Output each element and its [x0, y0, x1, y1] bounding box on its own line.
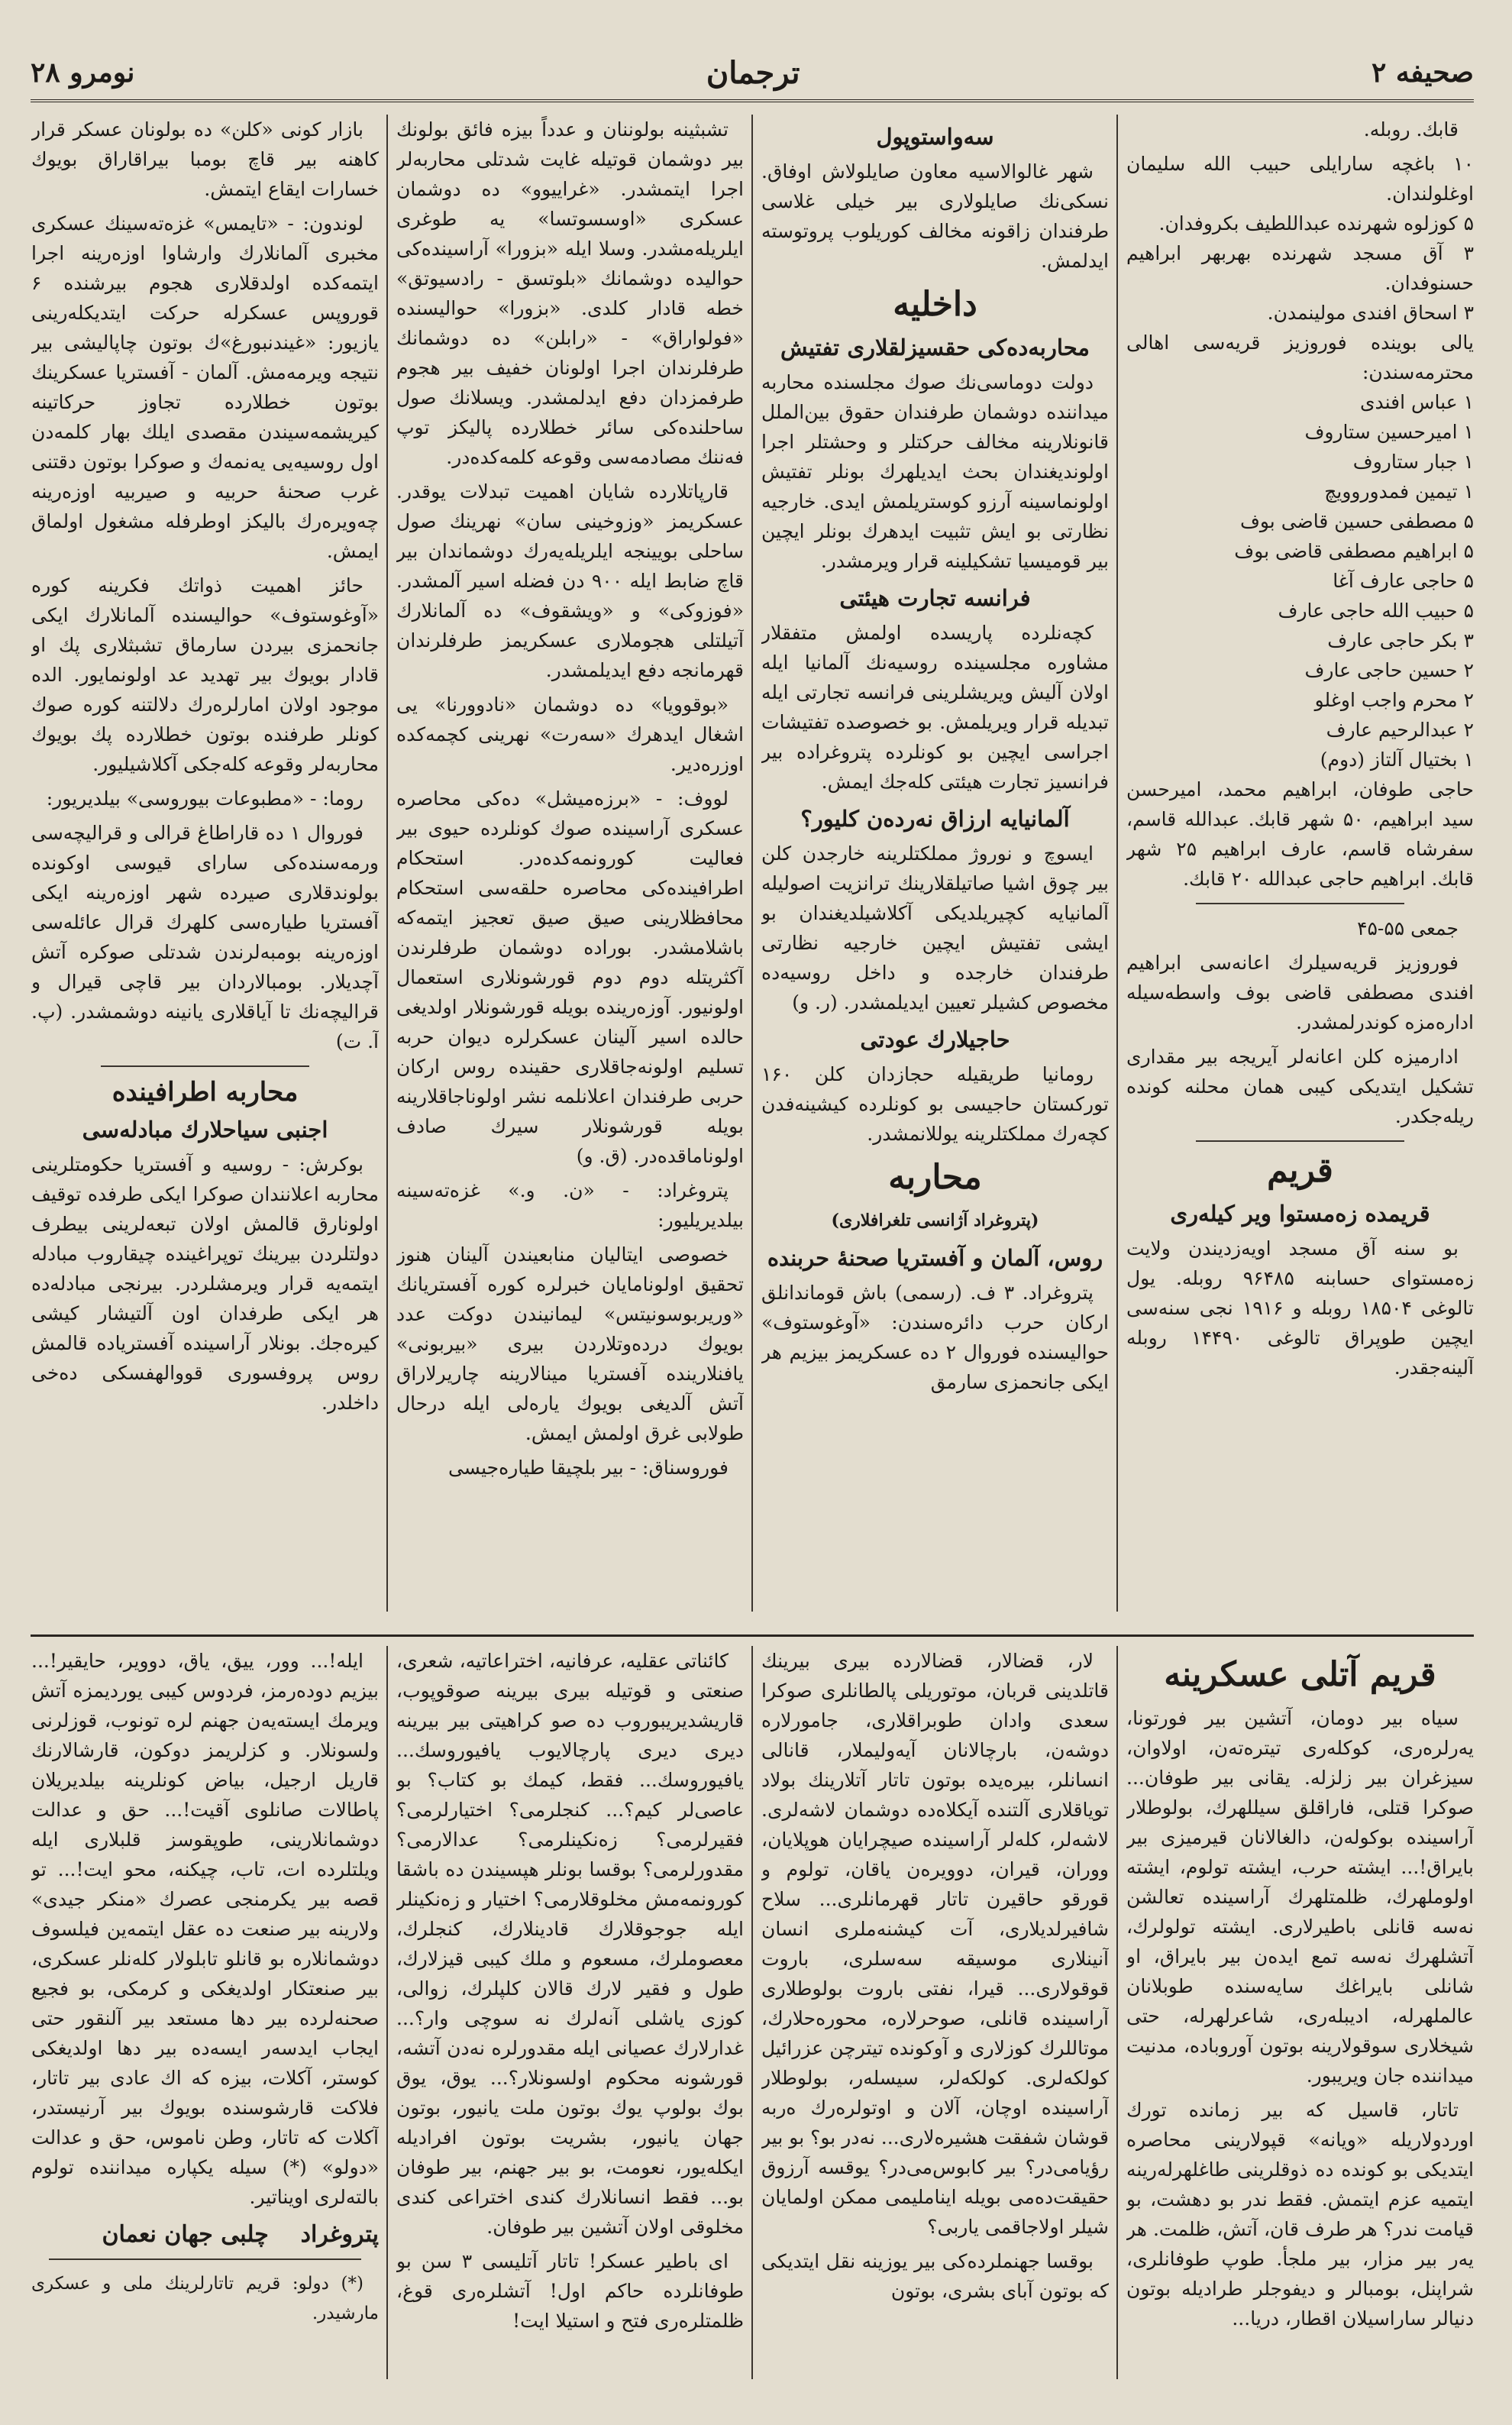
paragraph: لار، قضالار، قضالارده بیری بیرینك قاتلدینی قربان، موتوریلی پالطانلری صوكرا سعدی وادان طوبراقلاری، جامورلاره دوشه‌ن، بارچالانان آیه‌ولیملار، قانالی انسانلر، بیره‌یده بوتون تاتار آتلارینك بولاد تویاقلاری آلتنده آیكلاه‌ده دوشمان لاشه‌لری. لاشه‌لر، كله‌لر آراسینده صیچرایان هوپلایان، ووران، قیران، دوویره‌ن یاقان، تولوم و قورقو حاقیرن تاتار قهرمانلری... سلاح شافیرلدیلاری، آت كیشنه‌ملری انسان آنینلاری موسیقه سه‌سلری، باروت قوقولاری... قیرا، نفتی باروت بولوطلاری آراسینده قانلی، صوحرلاره، محوره‌حلارك، موتاللرك كوزلاری و آوكونده تیترچن عزرائیل كولكه‌لری. كولكه‌لر، سیسله‌ر، بولوطلار آراسینده اوچان، آلان و اوتولره‌رك ه‌ربه قوشان شفقت هشیره‌لاری... نه‌در بو؟ بو بیر رؤیامی‌در؟ بیر كابوس‌می‌در؟ یوقسه آرزوق حقیقت‌ده‌می بویله ایناملیمی ممكن اولمایان شیلر اولاجاقمی یاربی؟: [761, 1650, 1109, 2238]
list-intro: قابك. روبله.: [1363, 118, 1459, 141]
list-item: حاجی طوفان، ابراهیم محمد، امیرحسن سید ابراهیم، ۵۰ شهر قابك. عبدالله قاسم، سفرشاه قاسم، عارف ابراهیم ۲۵ شهر قابك. ابراهیم حاجی عبدالله ۲۰ قابك.: [1126, 778, 1474, 890]
paragraph: ایسوچ و نوروژ مملكتلرینه خارجدن كلن بیر چوق اشیا صاتیلقلارینك ترانزیت اصولیله آلمانیایه كچیریلدیكی آكلاشیلدیغندان بو ایشی تفتیش ایچین خارجیه نظارتی طرفندان خارجده و داخل روسیه‌ده مخصوص كشیلر تعیین ایدیلمشدر. (ر. و): [761, 842, 1109, 1014]
paragraph: لوندون: - «تایمس» غزه‌ته‌سینك عسكری مخبری آلمانلارك وارشاوا اوزه‌رینه اجرا ایتمه‌كده اولدقلاری هجوم بیرشنده ۶ قوروپس عسكرله حركت ایتدیكله‌رینی یازیور: «غیندنبورغ»ك بوتون چاپالیشی بیر نتیجه ویرمه‌مش. آلمان - آفستریا عسكرینك بوتون خطلارده تجاوز حركاتینه كیریشمه‌سیندن مقصدی ایلك بهار كلمه‌دن اول روسیه‌یی یه‌نمه‌ك و صوكرا بوتون دقتنی غرب صحنهٔ حربیه و صیربیه اوزه‌رینه چه‌ویره‌رك بالیكز اوطرفله مشغول اولماق ایمش.: [31, 212, 379, 562]
column-3: [396, 115, 744, 1612]
column-4: [31, 115, 379, 1612]
paragraph: بازار كونی «كلن» ده بولونان عسكر قرار كاهنه بیر قاچ بومبا بیراقاراق بویوك خسارات ایقاع ایتمش.: [31, 118, 379, 200]
paragraph: بوكرش: - روسیه و آفستریا حكومتلرینی محاربه اعلانندان صوكرا ایكی طرفده توقیف اولونارق قالمش اولان تبعه‌لرینی بیطرف دولتلردن بیرینك توپراغینده چیقاروب مبادله ایتمه‌یه قرار ویرمشلردر. بیرنجی مبادله‌ده هر ایكی طرفدان اون آلتیشار كیشی كیره‌جك. بونلار آراسینده آفستریاده قالمش روس پروفسوری قووالهفسكی ده‌خی داخلدر.: [31, 1153, 379, 1414]
column-rule: [386, 1646, 388, 2379]
feature-column-4: [31, 1646, 379, 2379]
feature-column-2: [761, 1646, 1109, 2379]
list-item: ۵ مصطفی حسین قاضی بوف: [1239, 510, 1474, 532]
paragraph: ایله!... وور، ییق، یاق، دوویر، حایقیر!... بیزیم دوده‌رمز، فردوس كیبی یوردیمزه آتش ویرمك ایسته‌یه‌ن جهنم لره تونوب، قوزلرنی ولسونلار. و كزلریمز دوكون، قارشالارنك قاریل ارجیل، بیاض كونلرینه بیلدیریلان پاطالات صانلوی آقیت!... حق و عدالت دوشمانلارینی، طوپقوسز قلبلاری ایله ویلتلرده ات، تاب، چیكنه، محو ایت!... تو قصه بیر یكرمنجی عصرك «منكر جیدی» ولارینه بیر صنعت ده عقل ایتمه‌ین فیلسوف دوشمانلاره بو قانلو تابلولار كله‌نلر عسكری، بیر صنعتكار اولدیغكی و كرمكی، بو فجیع صحنه‌لرده بیر دها مستعد بیر آلنقور حتی ایجاب ایدسه‌ر ایسه‌ده بیر دها اولدیغكی كوستر، آكلات، بیزه كه اك عادی بیر تاتار، فلاكت قارشوسنده بویوك بیر آرنیستدر، آكلات كه تاتار، وطن ناموس، حق و عدالت «دولو» (*) سیله یكپاره میداننده تولوم بالته‌لری اویناتیر.: [31, 1650, 379, 2208]
list-item: ۳ آق مسجد شهرنده بهربهر ابراهیم حسنوفدان.: [1126, 242, 1474, 294]
paragraph: تاتار، قاسیل كه بیر زمانده تورك اوردولاریله «ویانه» قپولارینی محاصره ایتدیكی بو كونده ده ذوقلرینی طاغلهرله‌رینه ایتمیه عزم ایتمش. فقط ندر بو دهشت، بو قیامت ندر؟ هر طرف قان، آتش، ظلمت. هر یه‌ر بیر مزار، بیر ملجأ. طوپ طوفانلری، شراپنل، بومبالر و دیفوجلر طرادیله بوتون دنیالر ساراسیلان اقطار، دریا...: [1126, 2099, 1474, 2330]
footnote: (*) دولو: قریم تاتارلرینك ملی و عسكری مارشیدر.: [31, 2274, 379, 2323]
feature-column-3: [396, 1646, 744, 2379]
signature-place: پتروغراد: [300, 2221, 379, 2248]
paragraph: خصوصی ایتالیان منابعیندن آلینان هنوز تحقیق اولونامایان خبرلره كوره آفستریانك «وریربوسونیتس» لیمانیندن دوكت عدد بویوك درده‌وتلاردن بیری «بیربونی» یافنلارینده آفستریا مینالارینه چاریرلاراق آتش آلدیغی بویوك یاره‌لی ایله درحال طولابی غرق اولمش ایمش.: [396, 1243, 744, 1444]
section-subtitle: محاربه‌ده‌كی حقسیزلقلاری تفتیش: [780, 335, 1090, 361]
list-item: ۱ امیرحسین ستاروف: [1304, 421, 1474, 443]
paragraph: قارپاتلارده شایان اهمیت تبدلات یوقدر. عسكریمز «وزوخینی سان» نهرینك صول ساحلی بویینجه ایلریله‌یه‌رك دوشماندان بیر قاچ ضابط ایله ۹۰۰ دن فضله اسیر آلمشدر. «فوزوكی» و «ویشقوف» ده آلمانلارك آتیلتلی هجوملاری عسكریمز طرفلرندان قهرمانجه دفع ایدیلمشدر.: [396, 480, 744, 681]
agency-note: (پتروغراد آژانسی تلغرافلاری): [831, 1211, 1039, 1230]
feature-column-1: [1126, 1646, 1474, 2379]
paragraph: پتروغراد: - «ن. و.» غزه‌ته‌سینه بیلدیریلیور:: [396, 1179, 744, 1231]
list-item: ۱ جبار ستاروف: [1352, 451, 1474, 473]
list-item: ۱ بختیال آلتاز (دوم): [1320, 749, 1474, 771]
section-subtitle: قریمده زه‌مستوا ویر كیله‌ری: [1170, 1201, 1430, 1227]
column-rule: [1116, 1646, 1118, 2379]
divider: [1196, 1140, 1404, 1142]
divider: [101, 1065, 309, 1067]
column-1: [1126, 115, 1474, 1612]
list-item: ۵ ابراهیم مصطفی قاضی بوف: [1234, 540, 1474, 562]
list-item: ۲ محرم واجب اوغلو: [1314, 689, 1474, 711]
list-item: ۵ كوزلوه شهرنده عبداللطیف بكروفدان.: [1158, 212, 1474, 234]
upper-columns: [31, 115, 1474, 1642]
divider: [1196, 903, 1404, 904]
paragraph: سیاه بیر دومان، آتشین بیر فورتونا، یه‌رلره‌ری، كوكله‌ری تیتره‌ته‌ن، اولاوان، سیزغران بیر زلزله. یقانی بیر طوفان... صوكرا قتلی، فاراقلق سیللهرك، بولوطلار آراسینده بوكوله‌ن، دالغالانان قیرمیزی بیر بایراق!... ایشته حرب، ایشته تولوم، ایشته اولوملهرك، ظلمتلهرك آراسینده تعالشن نه‌سه قانلی باطیرلاری. ایشته تولولرك، آتشلهرك نه‌سه تمع ایده‌ن بیر بایراق، او شانلی بایراغك سایه‌سنده طوبلانان عالملهرله، ادیبله‌ری، شاعرلهرله، حتی شیخلاری سوقولارینه بوتون آوروباده، مدنیت میداننده جان ویریبور.: [1126, 1707, 1474, 2087]
list-item: یالی بوینده فوروزیز قریه‌سی اهالی محترمه‌سندن:: [1126, 331, 1474, 383]
feature-title: قریم آتلی عسكرینه: [1164, 1655, 1436, 1694]
list-item: ۱۰ باغچه سارایلی حبیب الله سلیمان اوغلولندان.: [1126, 153, 1474, 205]
paragraph: فوروزیز قریه‌سیلرك اعانه‌سی ابراهیم افندی مصطفی قاضی بوف واسطه‌سیله اداره‌مزه كوندرلمشدر.: [1126, 952, 1474, 1033]
paragraph: پتروغراد. ۳ ف. (رسمی) باش قوماندانلق ارکان حرب دائره‌سندن: «آوغوستوف» حوالیسنده فوروال ۲ ده عسكریمز بیزیم هر ایكی جانحمزی سارمق: [761, 1282, 1109, 1393]
section-subtitle: فرانسه تجارت هیئتی: [839, 585, 1031, 611]
section-subtitle: اجنبی سیاحلارك مبادله‌سی: [82, 1117, 328, 1143]
paragraph: فوروسناق: - بیر بلچیقا طیاره‌جیسی: [447, 1457, 729, 1479]
total-line: جمعی ۵۵-۴۵: [1357, 917, 1459, 939]
paragraph: تشبثینه بولوننان و عدداً بیزه فائق بولونك بیر دوشمان قوتیله غایت شدتلی محاربه‌لر اجرا ایتمشدر. «غراییوو» ده دوشمان عسكری «اوسسوتسا» یه طوغری ایلریله‌مشدر. وسلا ایله «بزورا» آراسینده‌كی حوالیده دوشمانك «بلوتسق - رادسیوتق» خطه قادار كلدی. «بزورا» حوالیسنده «فولواراق» - «رابلن» ده دوشمانك طرفلرندان اجرا اولونان خفیف بیر هجوم طرفمزدان دفع ایدلمشدر. ویسلانك صول ساحلنده‌كی سائر خطلارده پالیكز توپ فه‌ننك مصادمه‌سی وقوعه كلمه‌كده‌در.: [396, 118, 744, 468]
paragraph: حائز اهمیت ذواتك فكرینه كوره «آوغوستوف» حوالیسنده آلمانلارك ایكی جانحمزی بیردن سارماق تشبثلاری پك او قادار بویوك بیر تهدید عد اولونمایور. الده موجود اولان امارلره‌رك دلالتنه كوره صوك كونلر طرفنده بوتون خطلارده پك بویوك محاربه‌لر وقوعه كله‌جكی آكلاشیلیور.: [31, 574, 379, 775]
section-subtitle: حاجیلارك عودتی: [860, 1027, 1010, 1052]
list-item: ۵ حاجی عارف آغا: [1333, 570, 1474, 592]
section-title-war-surroundings: محاربه اطرافینده: [111, 1077, 299, 1107]
paragraph: رومانیا طریقیله حجازدان كلن ۱۶۰ تورکستان حاجیسی بو كونلرده كیشینه‌فدن كچه‌رك مملكتلرینه یوللانمشدر.: [761, 1063, 1109, 1145]
issue-number: نومرو ۲۸: [31, 57, 135, 89]
section-title-crimea: قریم: [1267, 1151, 1333, 1190]
list-item: ۵ حبیب الله حاجی عارف: [1278, 600, 1474, 622]
list-item: ۱ عباس افندی: [1359, 391, 1474, 413]
column-rule: [751, 1646, 753, 2379]
section-subtitle: روس، آلمان و آفستریا صحنهٔ حربنده: [767, 1245, 1103, 1271]
signature-name: چلبی جهان نعمان: [102, 2221, 269, 2248]
paragraph: بو سنه آق مسجد اویه‌زدیندن ولایت زه‌مستوای حسابنه ۹۶۴۸۵ روبله. یول تالوغی ۱۸۵۰۴ روبله و ۱۹۱۶ نجی سنه‌سی ایچین طوپراق تالوغی ۱۴۴۹۰ روبله آلینه‌جقدر.: [1126, 1237, 1474, 1379]
column-rule: [751, 115, 753, 1612]
column-rule: [386, 115, 388, 1612]
section-subtitle: آلمانیایه ارزاق نه‌رده‌ن كلیور؟: [800, 806, 1070, 832]
paragraph: كائناتی عقلیه، عرفانیه، اختراعاتیه، شعری، صنعتی و قوتیله بیری بیرینه صوقوپوب، قاریشدیریبوروب ده صو كراهیتی بیر بیرینه دیری دیری پارچالایوب یافیوروسك... یافیوروسك... فقط، كیمك بو كتاب؟ بو عاصی‌لر كیم؟... كنجلرمی؟ اختیارلرمی؟ فقیرلرمی؟ زه‌نكینلرمی؟ عدالارمی؟ مقدورلرمی؟ بوقسا بونلر هپسیندن ده باشقا كورونمه‌مش مخلوقلارمی؟ اختیار و زه‌نكینلر ایله جوجوقلارك قادینلارك، كنجلرك، معصوملرك، مسعوم و ملك كیبی قیزلارك، طول و فقیر لارك قالان كلپلرك، زوالی، كوزی یاشلی آنه‌لرك نه سوچی وار؟... غدارلارك عصیانی ایله مقدورلره نه‌دن آتشه، قورشونه محكوم اولسونلار؟... یوق، یوق بوك بولوپ یوك بوتون ملت یانیور، بوتون جهان یانیور، بشریت بوتون افرادیله ایكله‌یور، نعومت، بو بیر جهنم، بیر طوفان بو... فقط انسانلارك كندی اختراعی كندی مخلوقی اولان آتشین بیر طوفان.: [396, 1650, 744, 2238]
section-title-domestic: داخلیه: [893, 285, 977, 324]
paragraph: كچه‌نلرده پاریسده اولمش متفقلار مشاوره مجلسینده روسیه‌نك آلمانیا ایله اولان آلیش ویریشلرینی فرانسه تجارتی ایله تبدیله قرار ویریلمش. بو خصوصده تفتیشات اجراسی ایچین بو كونلرده پتروغراده بیر فرانسیز تجارت هیئتی كله‌جك ایمش.: [761, 622, 1109, 793]
paper-name: ترجمان: [706, 54, 800, 91]
list-item: ۳ بكر حاجی عارف: [1327, 629, 1474, 652]
column-2: [761, 115, 1109, 1612]
paragraph: ادارمیزه كلن اعانه‌لر آیریجه بیر مقداری تشكیل ایتدیكی كیبی همان محلنه كونده ریله‌جكدر.: [1126, 1046, 1474, 1127]
section-title-war: محاربه: [888, 1158, 982, 1197]
list-item: ۲ عبدالرحیم عارف: [1326, 719, 1474, 741]
paragraph: «بوقوویا» ده دوشمان «نادوورنا» یی اشغال ایدهرك «سه‌رت» نهرینی كچمه‌كده اوزره‌دیر.: [396, 694, 744, 775]
list-item: ۳ اسحاق افندی مولینمدن.: [1267, 302, 1474, 324]
paragraph: بوقسا جهنملرده‌كی بیر یوزینه نقل ایتدیكی كه بوتون آبای بشری، بوتون: [761, 2250, 1109, 2302]
paragraph: فوروال ۱ ده قاراطاغ قرالی و قرالیچه‌سی ورمه‌سنده‌كی سارای قیوسی اوكونده بولوندقلاری صیرده شهر اوزه‌رینه ایكی آفستریا طیاره‌سی كلهرك قرال عائله‌سی اوزه‌رینه بومبه‌لرندن شدتلی صوكره آتش آچدیلار. بومبالاردان بیر قاچی قیرال و قرالیچه‌نك تا آیاقلاری یانینه دوشمشدر. (پ. آ. ت): [31, 822, 379, 1052]
paragraph: روما: - «مطبوعات بیوروسی» بیلدیریور:: [46, 787, 363, 810]
list-item: ۱ تیمین فمدوروویچ: [1324, 480, 1474, 503]
feature-section: [31, 1634, 1474, 2393]
paragraph: ای باطیر عسكر! تاتار آتلیسی ۳ سن بو طوفانلرده حاكم اول! آتشلره‌ری قوغ، ظلمتلره‌ری فتح و استیلا ایت!: [396, 2250, 744, 2332]
section-title-sevastopol: سه‌واستوپول: [876, 124, 994, 150]
divider: [49, 2258, 362, 2260]
paragraph: شهر غالوالاسیه معاون صایلولاش اوفاق. نسكی‌نك صایلولاری بیر خیلی غلاسی طرفندان زاقونه مخالف كوریلوب پروتوسته ایدلمش.: [761, 160, 1109, 272]
page-number: صحیفه ۲: [1371, 57, 1474, 89]
list-item: ۲ حسین حاجی عارف: [1304, 659, 1474, 681]
column-rule: [1116, 115, 1118, 1612]
donor-list: [1126, 149, 1474, 894]
paragraph: دولت دوماسی‌نك صوك مجلسنده محاربه میداننده دوشمان طرفندان حقوق بین‌الملل قانونلارینه مخالف حركتلر و وحشتلر اجرا اولوندیغندان بحث ایدیلهرك بونلر تفتیش اولونماسینه آرزو كوستریلمش ایدی. خارجیه نظارتی بو ایش تثبیت ایدهرك بونلر ایچین بیر قومیسیا تشكیلینه قرار ویرمشدر.: [761, 371, 1109, 572]
paragraph: لووف: - «برزه‌میشل» ده‌كی محاصره عسكری آراسینده صوك كونلرده حیوی بیر فعالیت كورونمه‌كده‌در. استحكام اطرافینده‌كی محاصره حلقه‌سی استحكام محافظلارینی صیق صیق تعجیز ایتمه‌كه باشلامشدر. بوراده دوشمان طرفلرندن آكثریتله دوم دوم قورشونلاری استعمال اولونیور. آوزه‌رینده بویله قورشونلار اولدیغی حالده اسیر آلینان عسكرلره دیوان حربه تسلیم اولونه‌جاقلاری حقینده روس ارکان حربی طرفندان اعلانلمه نشر اولوناجاقلارینه بویله قورشونلار سیرك صادف اولوناماقده‌در. (ق. و): [396, 787, 744, 1167]
masthead: [31, 46, 1474, 102]
signature: [31, 2220, 379, 2249]
